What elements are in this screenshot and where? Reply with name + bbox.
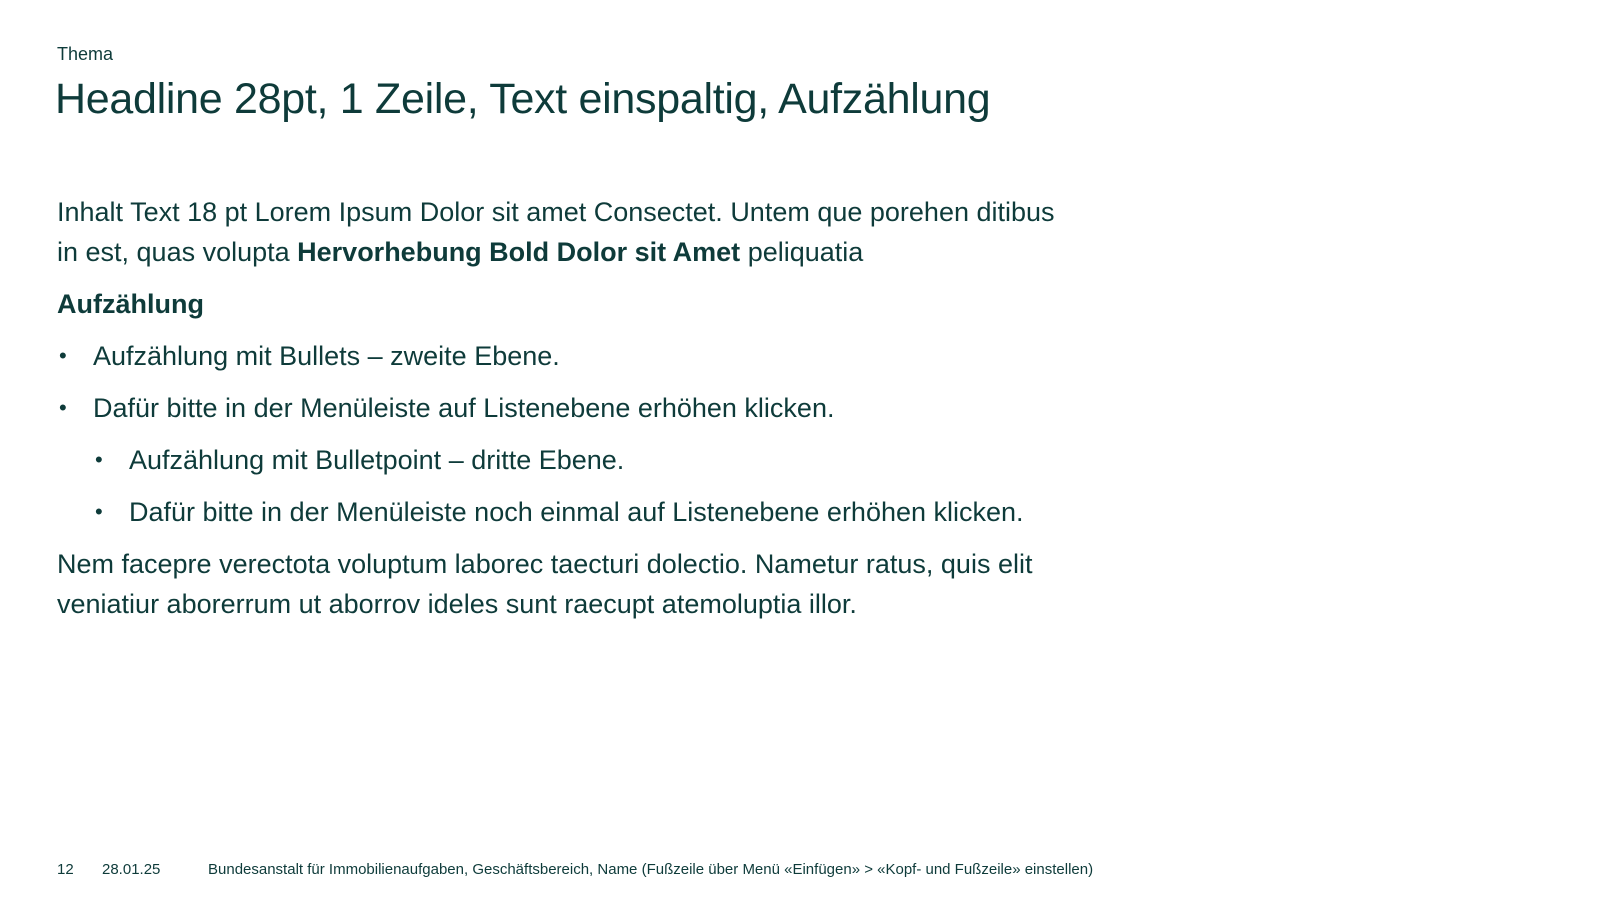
slide-content <box>57 192 1057 624</box>
footer-text: Bundesanstalt für Immobilienaufgaben, Geschäftsbereich, Name (Fußzeile über Menü «Einfügen» > «Kopf- und Fußzeile» einstellen) <box>208 861 1094 878</box>
bullet-item <box>57 336 1057 376</box>
bullet-icon: • <box>59 395 67 420</box>
topic-label: Thema <box>57 44 114 64</box>
bullet-icon: • <box>95 447 103 472</box>
intro-emphasis: Hervorhebung Bold Dolor sit Amet <box>297 237 741 267</box>
intro-text-end: peliquatia <box>740 237 864 267</box>
bullet-icon: • <box>59 343 67 368</box>
bullet-item-nested <box>93 492 1057 532</box>
intro-paragraph <box>57 192 1057 272</box>
bullet-text: Aufzählung mit Bulletpoint – dritte Ebene. <box>129 445 625 475</box>
bullet-list <box>57 336 1057 532</box>
bullet-text: Aufzählung mit Bullets – zweite Ebene. <box>93 341 560 371</box>
bullet-item <box>57 388 1057 428</box>
headline: Headline 28pt, 1 Zeile, Text einspaltig, Aufzählung <box>55 75 991 123</box>
footer-date: 28.01.25 <box>102 861 161 878</box>
page-number: 12 <box>57 861 74 878</box>
bullet-item-nested <box>93 440 1057 480</box>
bullet-text: Dafür bitte in der Menüleiste auf Listenebene erhöhen klicken. <box>93 393 835 423</box>
bullet-text: Dafür bitte in der Menüleiste noch einmal auf Listenebene erhöhen klicken. <box>129 497 1024 527</box>
list-heading: Aufzählung <box>57 289 204 319</box>
intro-text: Inhalt Text 18 pt Lorem Ipsum Dolor sit amet Consectet. Untem que porehen ditibus in est, quas volupta <box>57 197 1055 267</box>
bullet-icon: • <box>95 499 103 524</box>
closing-paragraph: Nem facepre verectota voluptum laborec taecturi dolectio. Nametur ratus, quis elit veniatiur aborerrum ut aborrov ideles sunt raecupt atemoluptia illor. <box>57 549 1033 619</box>
